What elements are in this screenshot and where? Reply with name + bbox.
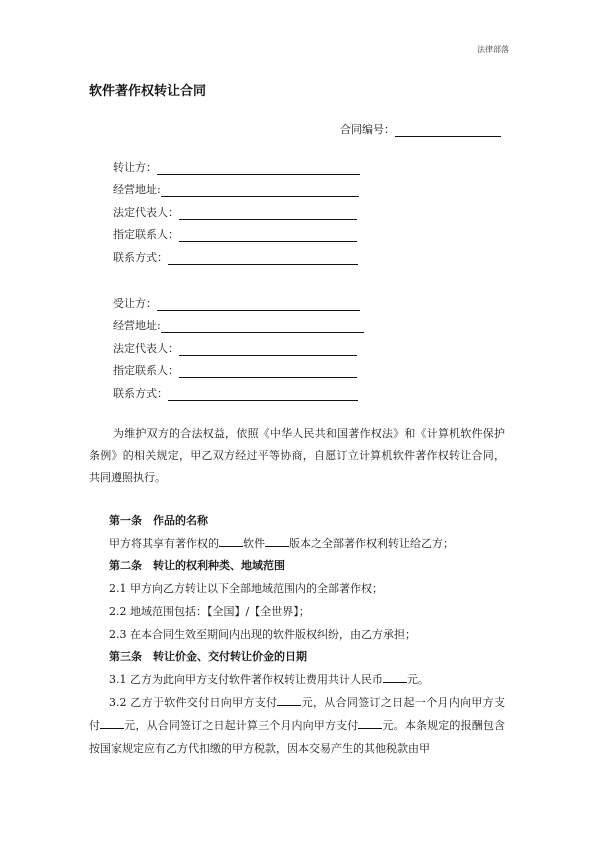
article-2-heading: 第二条 转让的权利种类、地域范围 (109, 559, 285, 572)
articles-block (89, 510, 505, 760)
clause-3-1-text-a: 3.1 乙方为此向甲方支付软件著作权转让费用共计人民币 (109, 673, 383, 686)
first-payment-blank (277, 694, 301, 706)
header-brand: 法律部落 (477, 45, 509, 54)
article-1-text-a: 甲方将其享有著作权的 (109, 537, 219, 550)
clause-3-2-text-c: 元，从合同签订之日起计算三个月内向甲方支付 (124, 719, 359, 732)
transferee-contact-blank (179, 365, 357, 378)
transferor-contact-row (113, 220, 360, 243)
transferee-name-label: 受让方： (113, 296, 157, 310)
transferee-contact-label: 指定联系人： (113, 364, 179, 377)
transferor-legal-rep-row (113, 197, 360, 220)
clause-3-2 (89, 691, 505, 760)
contract-number-line (340, 121, 501, 137)
transferee-name-row (113, 288, 364, 311)
transferor-address-row (113, 175, 360, 198)
transferor-name-blank (157, 162, 360, 175)
transferee-address-blank (161, 320, 364, 333)
transferor-phone-blank (168, 252, 358, 265)
clause-2-3: 2.3 在本合同生效至期间内出现的软件版权纠纷，由乙方承担； (109, 628, 416, 641)
transferee-legal-rep-row (113, 333, 364, 356)
total-fee-blank (383, 671, 407, 683)
transferor-legal-rep-label: 法定代表人： (113, 205, 179, 219)
article-1-heading: 第一条 作品的名称 (109, 514, 208, 527)
second-payment-blank (100, 717, 124, 729)
transferee-block (113, 288, 364, 401)
transferor-name-label: 转让方： (113, 160, 157, 174)
transferee-legal-rep-label: 法定代表人： (113, 341, 179, 355)
clause-3-2-text-d: 元。本条规定的报酬包含按国家规定应有乙方代扣缴的甲方税款，因本交易产生的其他税款由甲 (89, 719, 506, 755)
article-1-text-b: 软件 (243, 537, 265, 550)
transferor-address-label: 经营地址: (113, 183, 161, 196)
transferor-address-blank (161, 184, 359, 197)
software-name-blank (219, 535, 243, 547)
transferor-block (113, 152, 360, 265)
transferee-contact-row (113, 356, 364, 379)
software-version-blank (265, 535, 289, 547)
article-1-text-c: 版本之全部著作权利转让给乙方； (289, 537, 454, 550)
preamble-paragraph: 为维护双方的合法权益，依照《中华人民共和国著作权法》和《计算机软件保护条例》的相关规定，甲乙双方经过平等协商，自愿订立计算机软件著作权转让合同，共同遵照执行。 (89, 427, 505, 484)
preamble-block (89, 423, 505, 489)
transferee-name-blank (157, 298, 360, 311)
transferor-name-row (113, 152, 360, 175)
clause-3-1-text-b: 元。 (407, 673, 429, 686)
transferor-phone-row (113, 242, 360, 265)
transferee-phone-label: 联系方式： (113, 386, 168, 400)
document-title: 软件著作权转让合同 (89, 84, 207, 99)
contract-number-blank (395, 124, 501, 137)
article-3-heading: 第三条 转让价金、交付转让价金的日期 (109, 650, 307, 663)
transferee-address-label: 经营地址: (113, 319, 161, 332)
article-1-text (89, 532, 505, 555)
transferee-phone-blank (168, 388, 358, 401)
transferor-phone-label: 联系方式： (113, 250, 168, 264)
transferor-legal-rep-blank (179, 207, 357, 220)
transferee-address-row (113, 311, 364, 334)
third-payment-blank (358, 717, 382, 729)
transferee-phone-row (113, 378, 364, 401)
transferor-contact-blank (179, 229, 357, 242)
transferor-contact-label: 指定联系人： (113, 228, 179, 241)
clause-3-1 (89, 668, 505, 691)
clause-2-1: 2.1 甲方向乙方转让以下全部地域范围内的全部著作权； (109, 582, 383, 595)
transferee-legal-rep-blank (179, 343, 357, 356)
contract-number-label: 合同编号： (340, 123, 395, 136)
clause-3-2-text-a: 3.2 乙方于软件交付日向甲方支付 (109, 696, 278, 709)
clause-3-2-text-b: 元，从合同签订之日起一个月内向甲方支付 (89, 696, 505, 732)
clause-2-2: 2.2 地域范围包括：【全国】/【全世界】； (109, 605, 310, 618)
